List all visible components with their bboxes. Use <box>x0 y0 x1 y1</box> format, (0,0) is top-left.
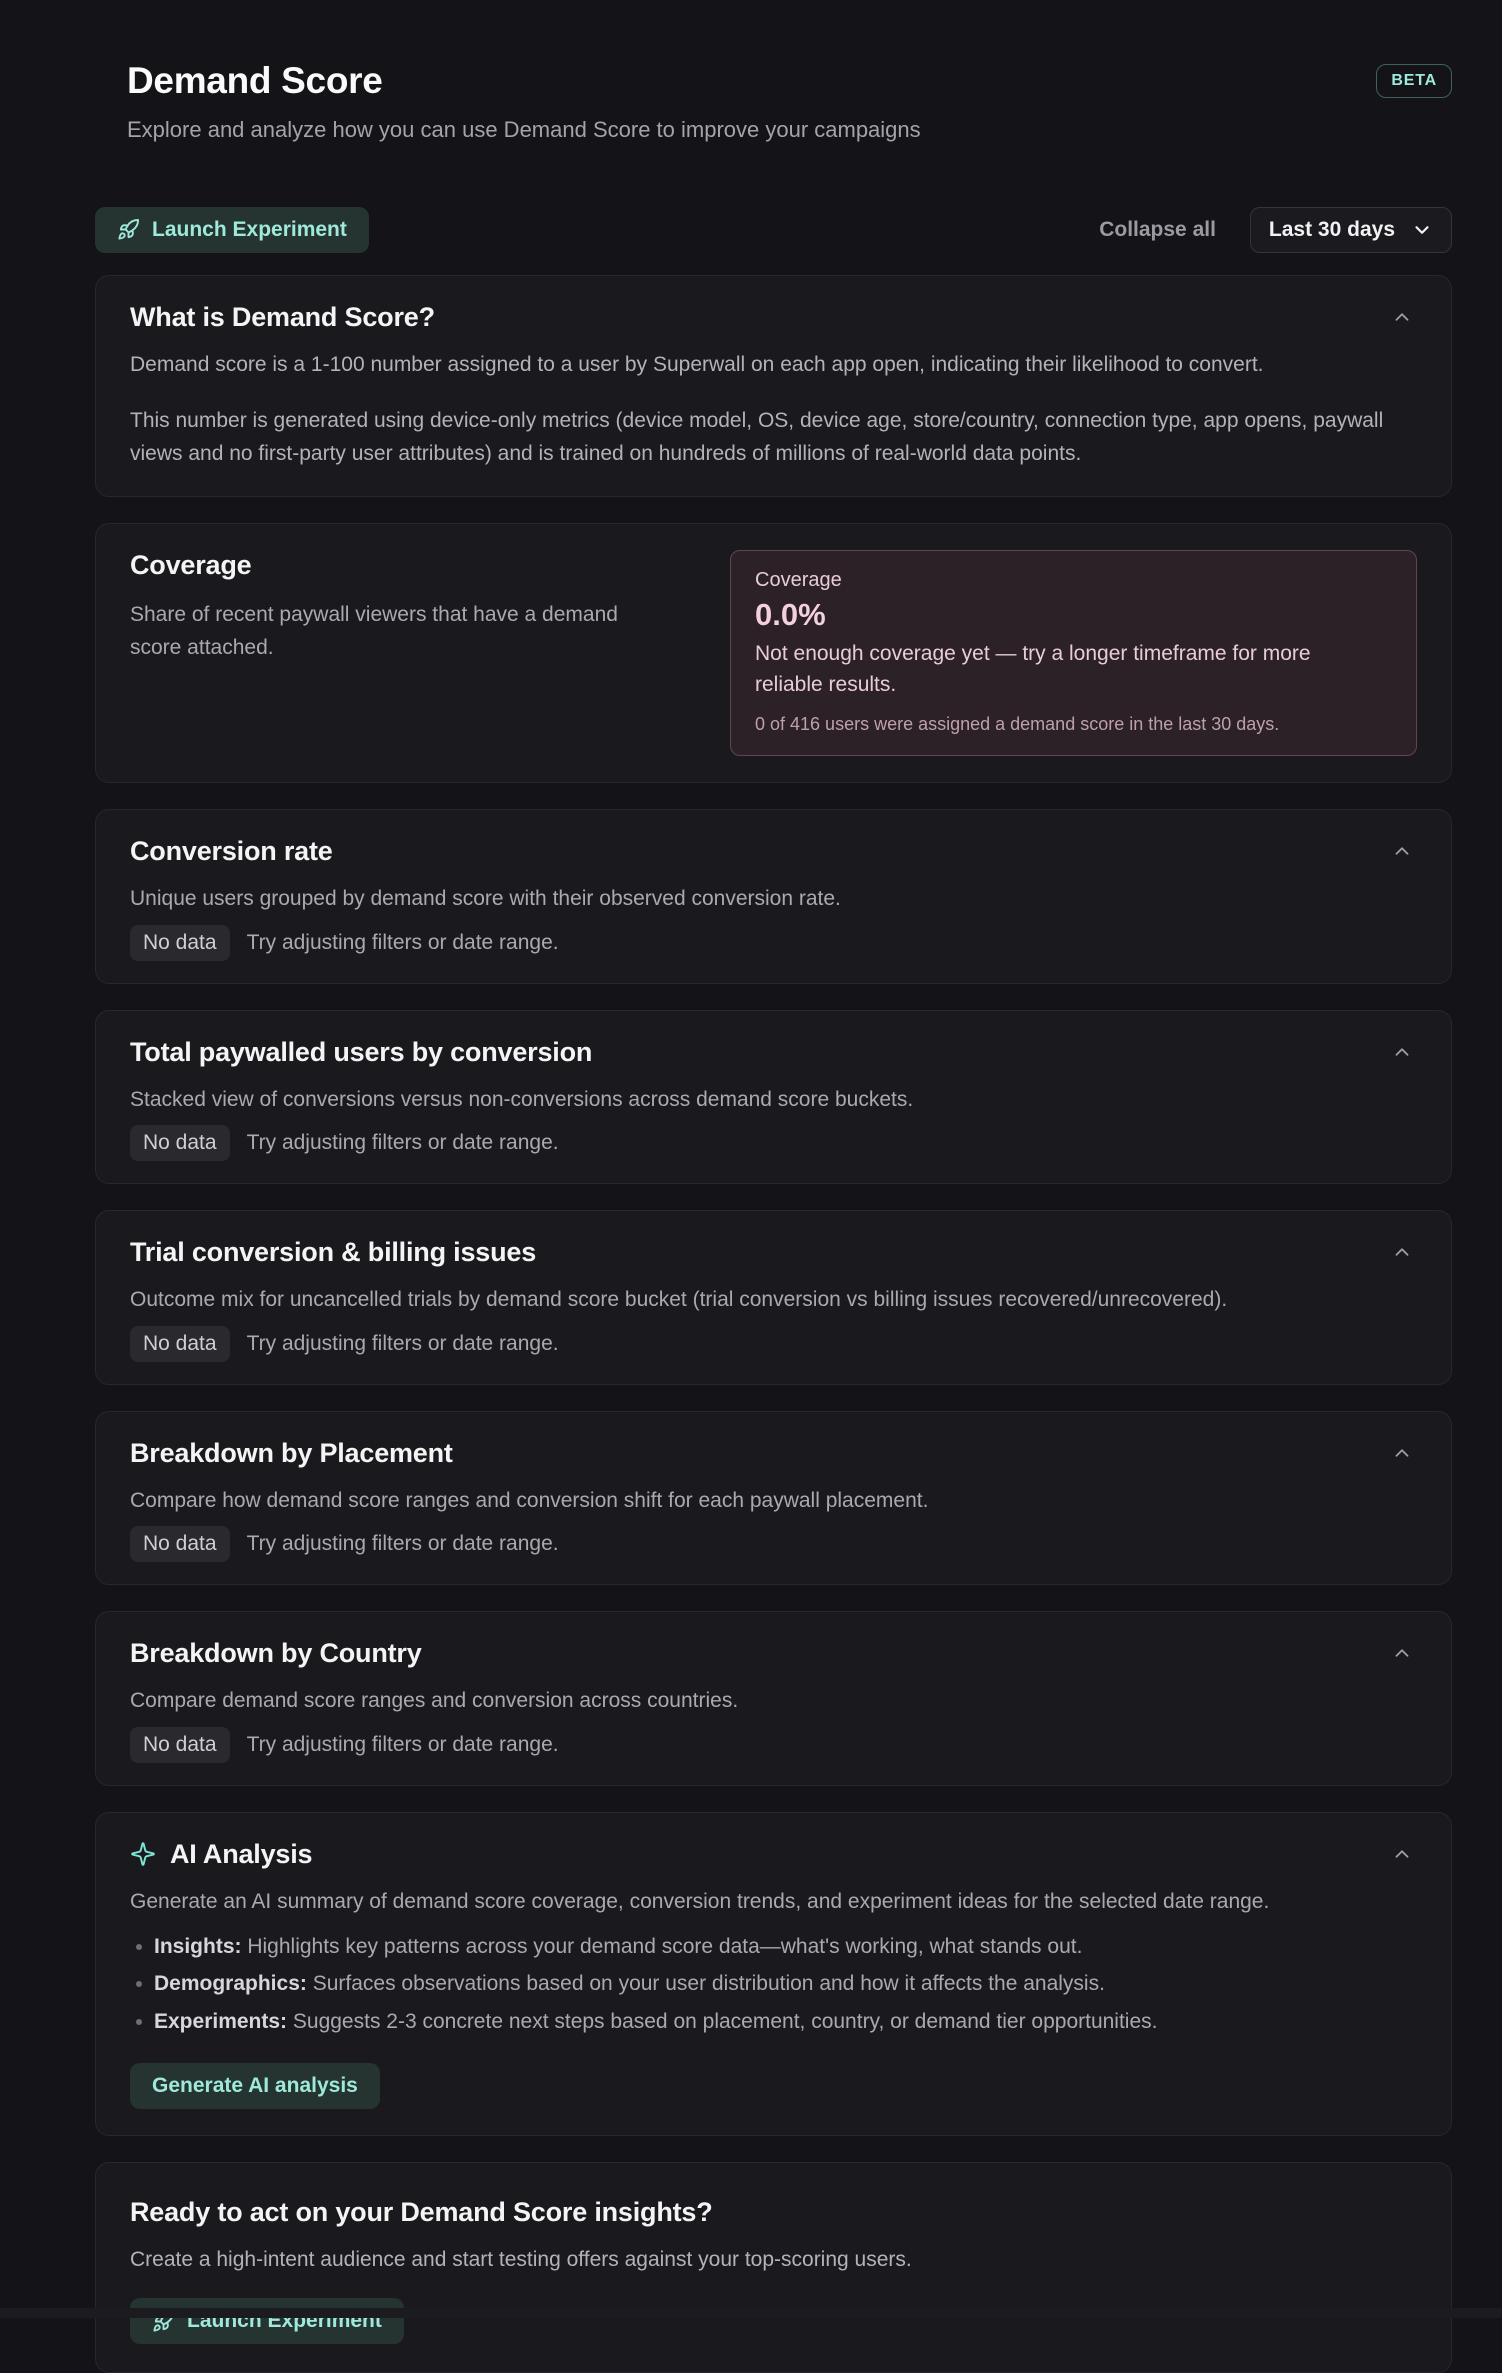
page-header <box>95 60 1452 145</box>
no-data-hint: Try adjusting filters or date range. <box>247 1332 559 1356</box>
ai-bullet-demographics <box>130 1968 1417 1999</box>
generate-ai-analysis-label: Generate AI analysis <box>152 2074 358 2098</box>
card-title: AI Analysis <box>170 1839 312 1870</box>
collapse-toggle-button[interactable] <box>1387 1839 1417 1869</box>
bullet-lead: Experiments: <box>154 2010 287 2033</box>
chevron-up-icon <box>1391 840 1413 862</box>
collapse-toggle-button[interactable] <box>1387 302 1417 332</box>
page-subtitle: Explore and analyze how you can use Demand Score to improve your campaigns <box>127 116 921 145</box>
collapse-toggle-button[interactable] <box>1387 836 1417 866</box>
sparkle-icon <box>130 1841 156 1867</box>
coverage-alert-box <box>730 550 1417 756</box>
card-title: Total paywalled users by conversion <box>130 1037 592 1068</box>
breakdown-by-placement-card <box>95 1411 1452 1586</box>
coverage-description: Share of recent paywall viewers that have a demand score attached. <box>130 599 650 664</box>
trial-conversion-card <box>95 1210 1452 1385</box>
toolbar <box>95 207 1452 253</box>
total-paywalled-users-card <box>95 1010 1452 1185</box>
no-data-row <box>130 925 1417 961</box>
no-data-row <box>130 1125 1417 1161</box>
chevron-up-icon <box>1391 1041 1413 1063</box>
collapse-toggle-button[interactable] <box>1387 1438 1417 1468</box>
toolbar-right <box>1099 207 1452 253</box>
conversion-rate-card <box>95 809 1452 984</box>
card-title: What is Demand Score? <box>130 302 435 333</box>
beta-badge: BETA <box>1376 64 1452 98</box>
no-data-hint: Try adjusting filters or date range. <box>247 1532 559 1556</box>
chevron-up-icon <box>1391 1442 1413 1464</box>
no-data-hint: Try adjusting filters or date range. <box>247 1131 559 1155</box>
cta-description: Create a high-intent audience and start testing offers against your top-scoring users. <box>130 2244 1417 2277</box>
ai-bullet-list <box>130 1931 1417 2036</box>
date-range-label: Last 30 days <box>1269 218 1395 242</box>
card-title: Conversion rate <box>130 836 333 867</box>
coverage-text <box>130 550 650 664</box>
what-is-paragraph-1: Demand score is a 1-100 number assigned to a user by Superwall on each app open, indicating their likelihood to convert. <box>130 349 1417 382</box>
bullet-text: Suggests 2-3 concrete next steps based on placement, country, or demand tier opportunities. <box>287 2010 1157 2033</box>
bullet-text: Surfaces observations based on your user distribution and how it affects the analysis. <box>307 1972 1105 1995</box>
no-data-badge: No data <box>130 1727 230 1763</box>
launch-experiment-label: Launch Experiment <box>187 2309 382 2333</box>
coverage-alert-label: Coverage <box>755 569 1392 592</box>
ai-bullet-insights <box>130 1931 1417 1962</box>
card-title: Coverage <box>130 550 650 581</box>
card-title: Ready to act on your Demand Score insights? <box>130 2197 1417 2228</box>
chevron-up-icon <box>1391 1241 1413 1263</box>
generate-ai-analysis-button[interactable] <box>130 2063 380 2109</box>
no-data-row <box>130 1326 1417 1362</box>
chevron-up-icon <box>1391 1843 1413 1865</box>
card-description: Compare demand score ranges and conversion across countries. <box>130 1685 1417 1718</box>
ai-title-wrap <box>130 1839 312 1870</box>
no-data-badge: No data <box>130 1526 230 1562</box>
chevron-up-icon <box>1391 1642 1413 1664</box>
card-title: Breakdown by Placement <box>130 1438 453 1469</box>
collapse-toggle-button[interactable] <box>1387 1237 1417 1267</box>
coverage-percentage: 0.0% <box>755 597 1392 633</box>
card-description: Unique users grouped by demand score with their observed conversion rate. <box>130 883 1417 916</box>
launch-experiment-button[interactable] <box>95 207 369 253</box>
bullet-lead: Insights: <box>154 1935 242 1958</box>
card-title: Trial conversion & billing issues <box>130 1237 536 1268</box>
what-is-paragraph-2: This number is generated using device-only metrics (device model, OS, device age, store/country, connection type, app opens, paywall views and no first-party user attributes) and is trained on hundreds of millions of real-world data points. <box>130 405 1417 470</box>
page-header-text <box>127 60 921 145</box>
bullet-lead: Demographics: <box>154 1972 307 1995</box>
card-description: Stacked view of conversions versus non-conversions across demand score buckets. <box>130 1084 1417 1117</box>
no-data-hint: Try adjusting filters or date range. <box>247 1733 559 1757</box>
ai-description: Generate an AI summary of demand score coverage, conversion trends, and experiment ideas for the selected date range. <box>130 1886 1417 1919</box>
launch-experiment-button[interactable] <box>130 2298 404 2344</box>
chevron-up-icon <box>1391 306 1413 328</box>
what-is-demand-score-card <box>95 275 1452 498</box>
no-data-row <box>130 1526 1417 1562</box>
ai-analysis-card <box>95 1812 1452 2136</box>
no-data-badge: No data <box>130 1125 230 1161</box>
chevron-down-icon <box>1411 219 1433 241</box>
bullet-text: Highlights key patterns across your demand score data—what's working, what stands out. <box>242 1935 1083 1958</box>
coverage-card <box>95 523 1452 783</box>
collapse-toggle-button[interactable] <box>1387 1037 1417 1067</box>
ready-to-act-card <box>95 2162 1452 2373</box>
rocket-icon <box>117 218 140 241</box>
card-description: Outcome mix for uncancelled trials by demand score bucket (trial conversion vs billing issues recovered/unrecovered). <box>130 1284 1417 1317</box>
collapse-toggle-button[interactable] <box>1387 1638 1417 1668</box>
launch-experiment-label: Launch Experiment <box>152 218 347 242</box>
date-range-dropdown[interactable] <box>1250 207 1452 253</box>
page-bottom-strip <box>0 2308 1502 2318</box>
card-title: Breakdown by Country <box>130 1638 422 1669</box>
ai-bullet-experiments <box>130 2006 1417 2037</box>
no-data-row <box>130 1727 1417 1763</box>
coverage-alert-detail: 0 of 416 users were assigned a demand score in the last 30 days. <box>755 714 1392 735</box>
collapse-all-button[interactable]: Collapse all <box>1099 218 1216 242</box>
coverage-alert-message: Not enough coverage yet — try a longer timeframe for more reliable results. <box>755 639 1355 700</box>
no-data-badge: No data <box>130 925 230 961</box>
page-title: Demand Score <box>127 60 921 102</box>
no-data-hint: Try adjusting filters or date range. <box>247 931 559 955</box>
card-description: Compare how demand score ranges and conversion shift for each paywall placement. <box>130 1485 1417 1518</box>
breakdown-by-country-card <box>95 1611 1452 1786</box>
no-data-badge: No data <box>130 1326 230 1362</box>
